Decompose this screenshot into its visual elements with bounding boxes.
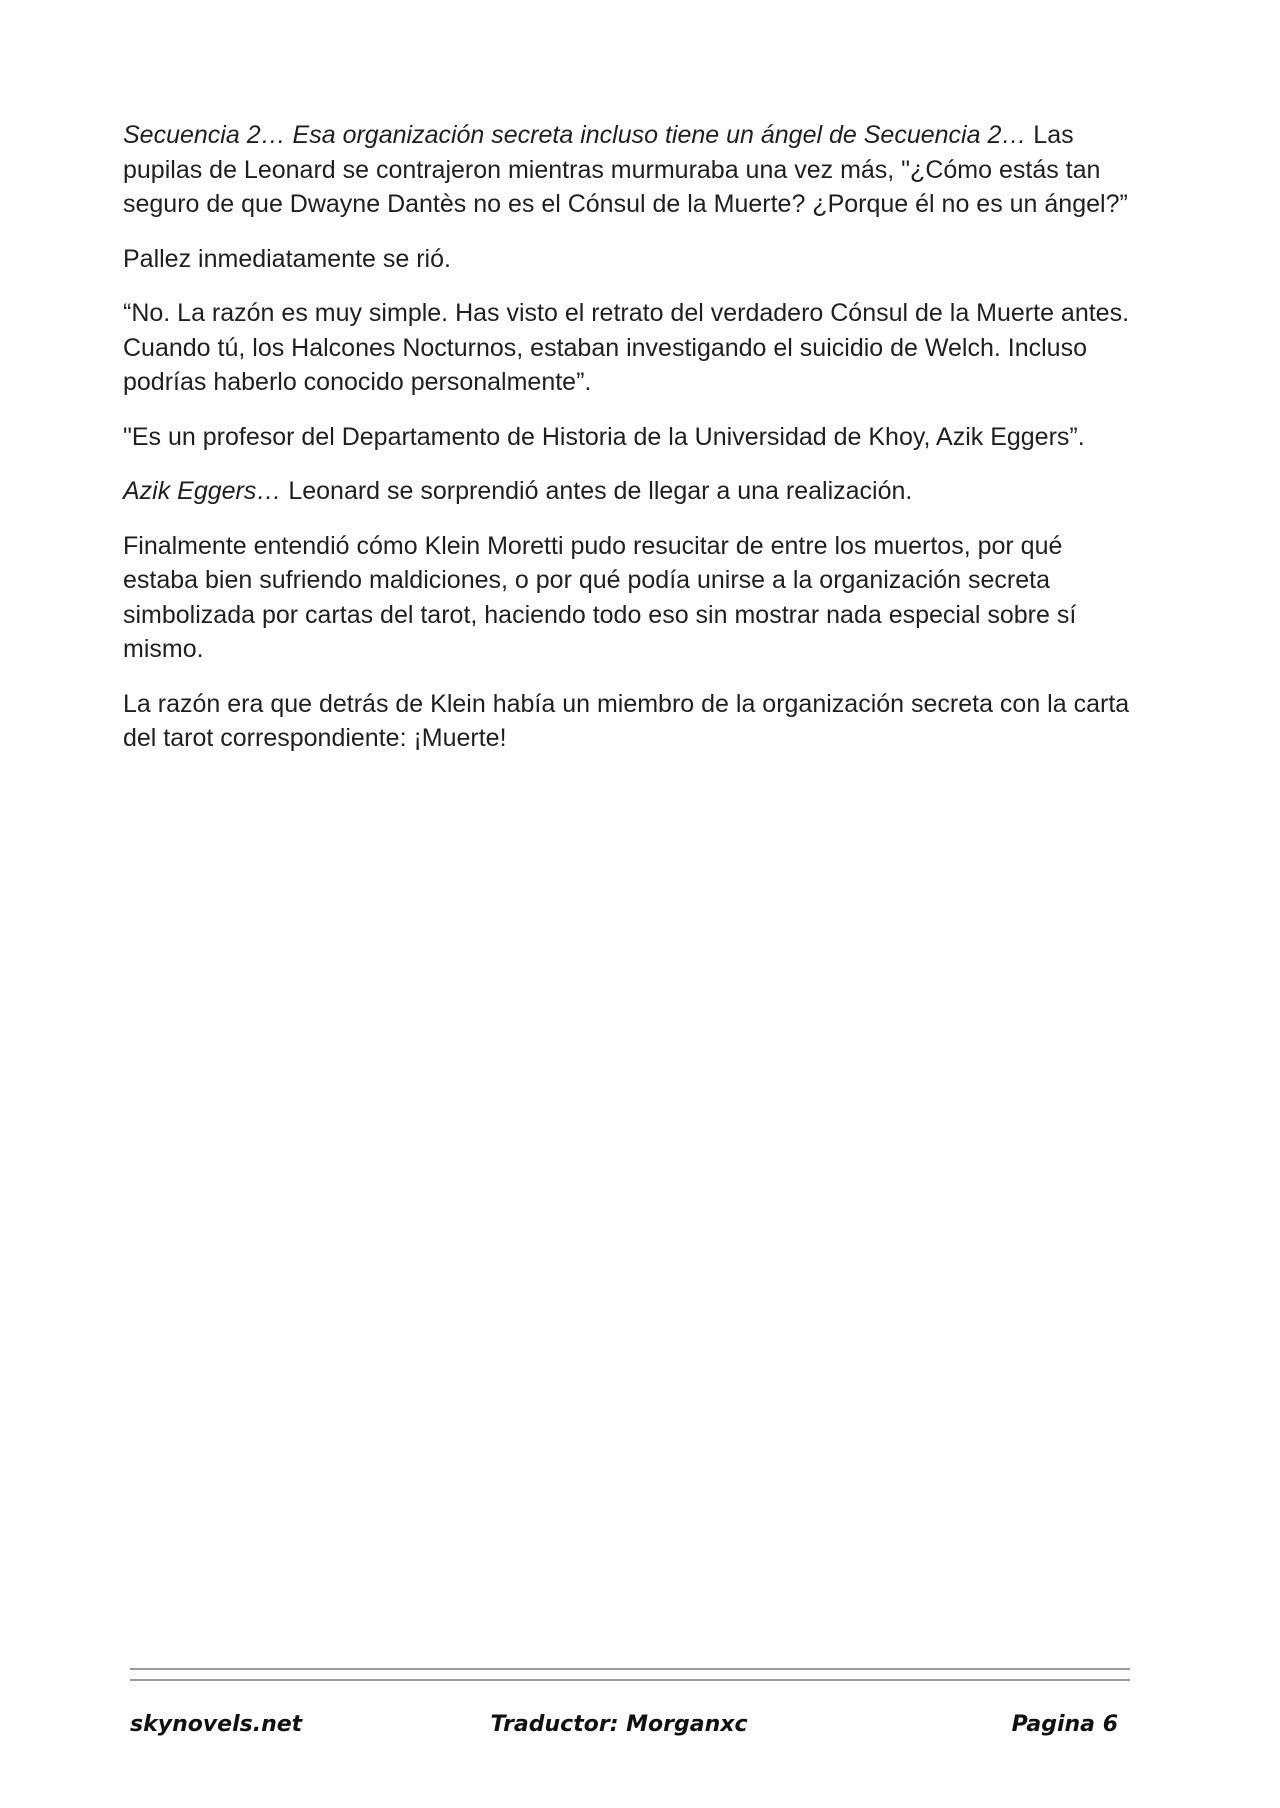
paragraph-4 — [123, 420, 1133, 455]
paragraph-3-text: “No. La razón es muy simple. Has visto el retrato del verdadero Cónsul de la Muerte antes. Cuando tú, los Halcones Nocturnos, estaban investigando el suicidio de Welch. Incluso podrías haberlo conocido personalmente”. — [123, 299, 1130, 396]
paragraph-4-text: "Es un profesor del Departamento de Historia de la Universidad de Khoy, Azik Eggers”. — [123, 422, 1085, 451]
paragraph-6-text: Finalmente entendió cómo Klein Moretti pudo resucitar de entre los muertos, por qué estaba bien sufriendo maldiciones, o por qué podía unirse a la organización secreta simbolizada por cartas del tarot, haciendo todo eso sin mostrar nada especial sobre sí mismo. — [123, 531, 1077, 663]
paragraph-7-text: La razón era que detrás de Klein había un miembro de la organización secreta con la carta del tarot correspondiente: ¡Muerte! — [123, 689, 1130, 752]
footer-divider-line-bottom — [130, 1679, 1130, 1681]
paragraph-5 — [123, 474, 1133, 509]
page-footer — [130, 1712, 1118, 1737]
footer-page-number: Pagina 6 — [1011, 1712, 1118, 1737]
paragraph-6 — [123, 529, 1133, 667]
paragraph-7 — [123, 687, 1133, 756]
footer-divider-line-top — [130, 1668, 1130, 1670]
paragraph-2 — [123, 242, 1133, 277]
paragraph-5-italic: Azik Eggers… — [123, 477, 282, 505]
document-body — [123, 118, 1133, 776]
paragraph-5-text: Leonard se sorprendió antes de llegar a una realización. — [281, 477, 913, 505]
paragraph-1-text: Las pupilas de Leonard se contrajeron mientras murmuraba una vez más, "¿Cómo estás tan seguro de que Dwayne Dantès no es el Cónsul de la Muerte? ¿Porque él no es un ángel?” — [123, 121, 1128, 218]
footer-translator: Traductor: Morganxc — [490, 1712, 748, 1737]
paragraph-3 — [123, 296, 1133, 400]
footer-divider — [130, 1668, 1130, 1690]
footer-site: skynovels.net — [130, 1712, 303, 1737]
paragraph-2-text: Pallez inmediatamente se rió. — [123, 244, 451, 273]
paragraph-1-italic: Secuencia 2… Esa organización secreta incluso tiene un ángel de Secuencia 2… — [123, 121, 1027, 149]
paragraph-1 — [123, 118, 1133, 222]
